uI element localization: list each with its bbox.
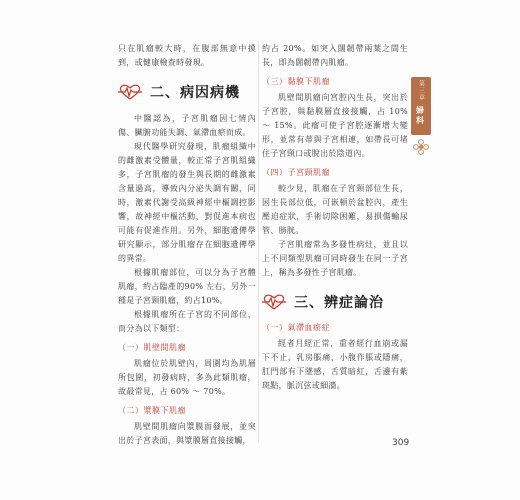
chapter-label: 第三章 bbox=[417, 80, 425, 101]
page-number: 309 bbox=[392, 438, 410, 448]
section-title: 二、病因病機 bbox=[150, 85, 240, 101]
subheading: （一）肌壁間肌瘤 bbox=[118, 343, 186, 352]
heartbeat-icon bbox=[262, 293, 286, 311]
left-column bbox=[118, 42, 256, 448]
chapter-topic: 婦科 bbox=[415, 106, 426, 126]
paragraph: 現代醫學研究發現，肌瘤組織中的雌激素受體量，較正常子宮肌組織多，子宮肌瘤的發生與長期的雌激素含量過高，導致內分泌失調有關，同時，激素代謝受高級神經中樞調控影響，故神經中樞活動，對促進本病也可能有促進作用。另外，細胞遺傳學研究顯示，部分肌瘤存在細胞遺傳學的異常。 bbox=[118, 142, 256, 263]
heartbeat-icon bbox=[118, 83, 142, 101]
paragraph: 中醫認為，子宮肌瘤因七情內傷、臟腑功能失調、氣滯血瘀而成。 bbox=[118, 114, 256, 137]
paragraph: 經者月經正常，重者經行血崩或漏下不止，乳房脹痛，小腹作脹或隱痛，肛門部有下墜感，舌質暗紅，舌邊有紫斑點，脈沉弦或細濇。 bbox=[262, 339, 408, 390]
paragraph: 約占 20%。如突入闊韌帶兩葉之間生長，即為闊韌帶內肌瘤。 bbox=[262, 44, 408, 67]
paragraph: 肌瘤位於肌壁內，周圍均為肌層所包圍，初發病時，多為此類肌瘤，故最常見，占 60% ～ 70%。 bbox=[118, 359, 256, 396]
floral-ornament-icon bbox=[412, 138, 430, 156]
subheading: （二）漿膜下肌瘤 bbox=[118, 406, 186, 415]
subheading: （四）子宮頸肌瘤 bbox=[262, 168, 330, 177]
paragraph: 根據肌瘤部位，可以分為子宮體肌瘤，約占臨產的90% 左右，另外一種是子宮頸肌瘤，約占10%。 bbox=[118, 268, 256, 305]
section-heading-causes bbox=[118, 80, 256, 104]
paragraph: 較少見，肌瘤在子宮頸部位生長，因生長部位低，可嵌頓於盆腔內，產生壓迫症狀，手術切除困難，易損傷輸尿管、膀胱。 bbox=[262, 184, 408, 235]
right-column bbox=[262, 42, 408, 393]
paragraph: 肌壁間肌瘤向宮腔內生長，突出於子宮腔，與黏膜層直接接觸，占 10% ～ 15%。此瘤可使子宮腔逐漸增大變形，並常有蒂與子宮相連，如帶長可堵住子宮頸口或脫出於陰道內。 bbox=[262, 93, 408, 158]
chapter-tab bbox=[411, 77, 431, 135]
section-title: 三、辨症論治 bbox=[294, 295, 384, 311]
intro-paragraph: 只在肌瘤較大時，在腹部無意中摸到，或健康檢查時發現。 bbox=[118, 44, 256, 67]
paragraph: 根據肌瘤所在子宮的不同部位，而分為以下類型： bbox=[118, 310, 256, 333]
section-heading-treatment bbox=[262, 290, 408, 314]
paragraph: 肌壁間肌瘤向漿膜面發展，並突出於子宮表面，與漿膜層直接接觸， bbox=[118, 422, 256, 445]
paragraph: 子宮肌瘤常為多發性病灶，並且以上不同類型肌瘤可同時發生在同一子宮上，稱為多發性子宮肌瘤。 bbox=[262, 240, 408, 277]
subheading: （三）黏膜下肌瘤 bbox=[262, 77, 330, 86]
subheading: （一）氣滯血瘀症 bbox=[262, 323, 330, 332]
column-divider bbox=[258, 42, 259, 442]
